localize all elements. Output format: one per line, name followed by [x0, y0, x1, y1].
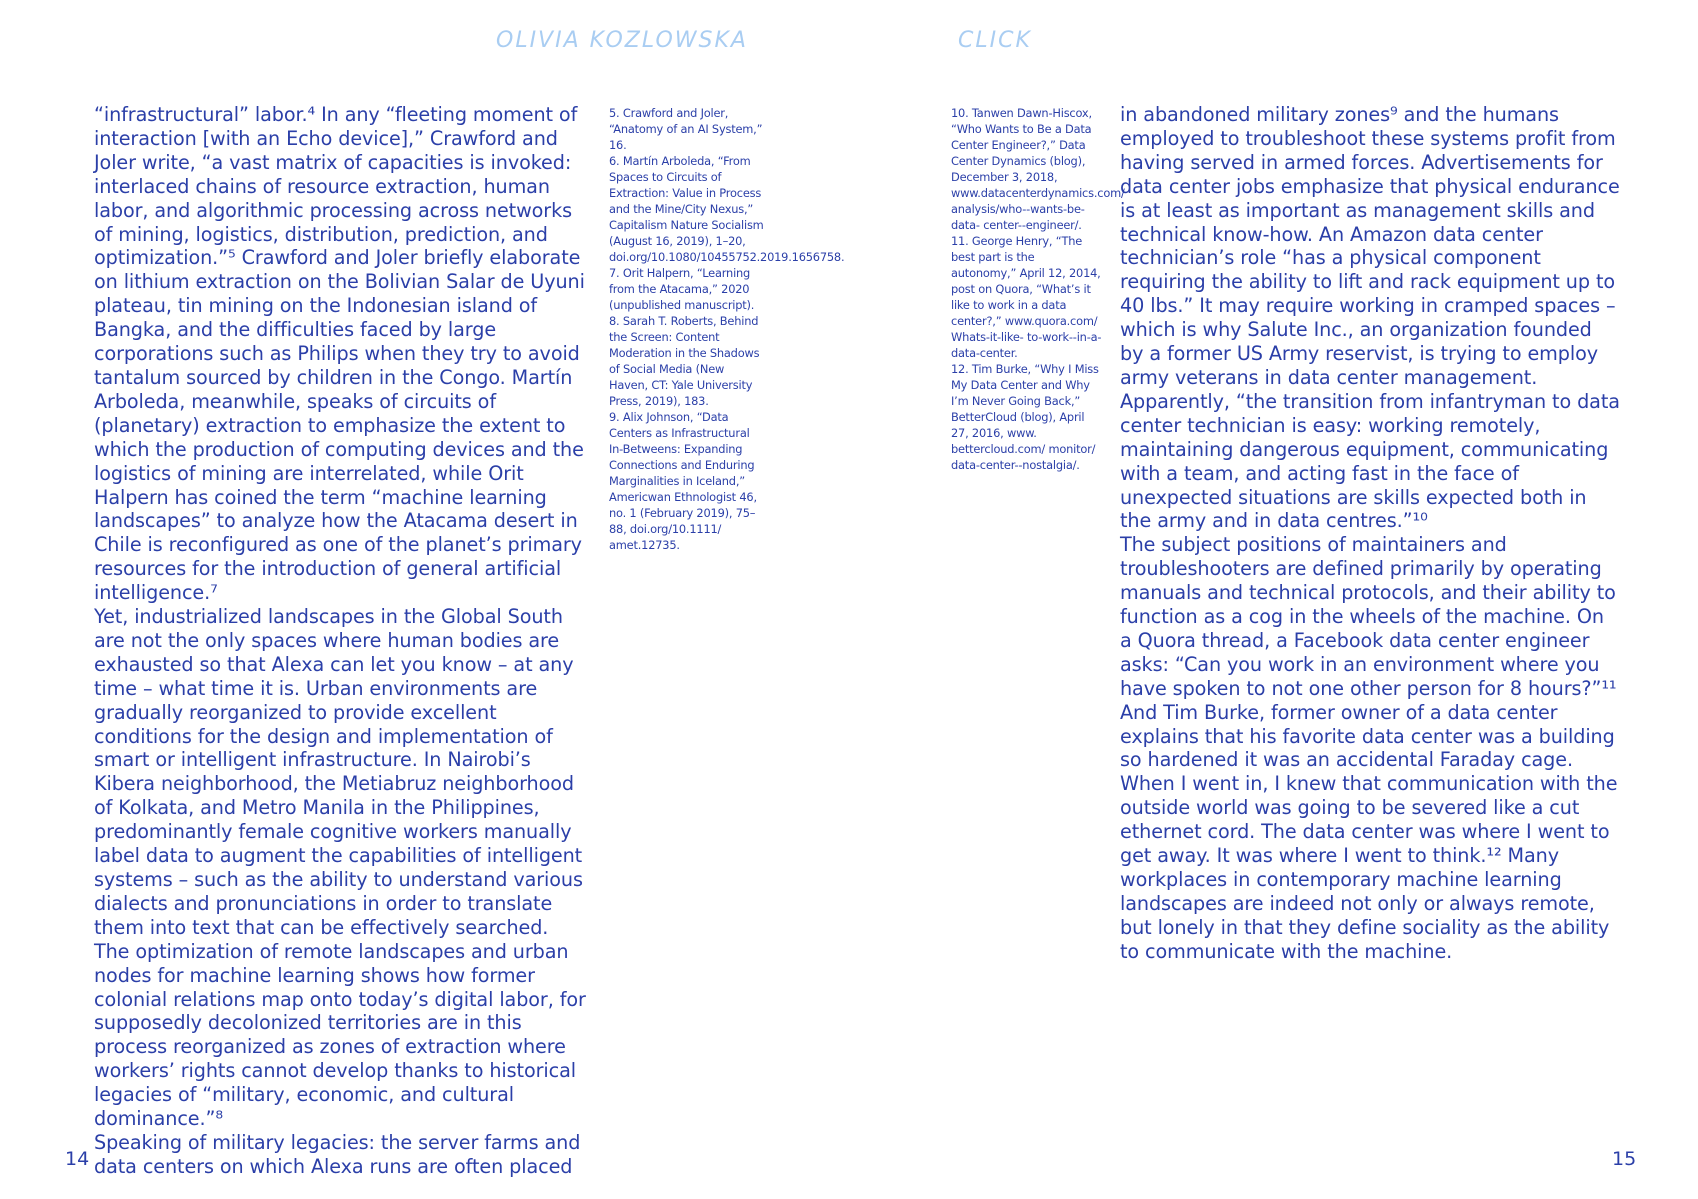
footnote: 7. Orit Halpern, “Learning from the Atacama,” 2020 (unpublished manuscript). — [609, 266, 755, 312]
left-page-footnotes — [609, 105, 845, 553]
right-page-body — [1120, 103, 1620, 964]
body-paragraph: in abandoned military zones⁹ and the humans employed to troubleshoot these systems profit from having served in armed forces. Advertisements for data center jobs emphasize that physical endurance is at least as important as management skills and technical know-how. An Amazon data center technician’s role “has a physical component requiring the ability to lift and rack equipment up to 40 lbs.” It may require working in cramped spaces – which is why Salute Inc., an organization founded by a former US Army reservist, is trying to employ army veterans in data center management. Apparently, “the transition from infantryman to data center technician is easy: working remotely, maintaining dangerous equipment, communicating with a team, and acting fast in the face of unexpected situations are skills expected both in the army and in data centres.”¹⁰ — [1120, 103, 1620, 533]
body-paragraph: The subject positions of maintainers and troubleshooters are defined primarily by operating manuals and technical protocols, and their ability to function as a cog in the wheels of the machine. On a Quora thread, a Facebook data center engineer asks: “Can you work in an environment where you have spoken to not one other person for 8 hours?”¹¹ And Tim Burke, former owner of a data center explains that his favorite data center was a building so hardened it was an accidental Faraday cage. When I went in, I knew that communication with the outside world was going to be severed like a cut ethernet cord. The data center was where I went to get away. It was where I went to think.¹² Many workplaces in contemporary machine learning landscapes are indeed not only or always remote, but lonely in that they define sociality as the ability to communicate with the machine. — [1120, 533, 1618, 963]
running-header-title: CLICK — [958, 28, 1032, 53]
footnote: 8. Sarah T. Roberts, Behind the Screen: Content Moderation in the Shadows of Social Media (New Haven, CT: Yale University Press, 2019), 183. — [609, 314, 760, 408]
body-paragraph: Yet, industrialized landscapes in the Global South are not the only spaces where human bodies are exhausted so that Alexa can let you know – at any time – what time it is. Urban environments are gradually reorganized to provide excellent conditions for the design and implementation of smart or intelligent infrastructure. In Nairobi’s Kibera neighborhood, the Metiabruz neighborhood of Kolkata, and Metro Manila in the Philippines, predominantly female cognitive workers manually label data to augment the capabilities of intelligent systems – such as the ability to understand various dialects and pronunciations in order to translate them into text that can be effectively searched. — [94, 605, 583, 939]
page-number-right: 15 — [1612, 1148, 1637, 1170]
right-page-footnotes — [951, 105, 1125, 473]
footnote: 6. Martín Arboleda, “From Spaces to Circuits of Extraction: Value in Process and the Mine/City Nexus,” Capitalism Nature Socialism (August 16, 2019), 1–20, doi.org/10.1080/10455752.2019.1656758. — [609, 154, 845, 264]
body-paragraph: The optimization of remote landscapes and urban nodes for machine learning shows how former colonial relations map onto today’s digital labor, for supposedly decolonized territories are in this process reorganized as zones of extraction where workers’ rights cannot develop thanks to historical legacies of “military, economic, and cultural dominance.”⁸ — [94, 939, 586, 1131]
footnote: 9. Alix Johnson, “Data Centers as Infrastructural In-Betweens: Expanding Connections and Enduring Marginalities in Iceland,” Americwan Ethnologist 46, no. 1 (February 2019), 75–88, doi.org/10.1111/ amet.12735. — [609, 410, 757, 552]
running-header-author: OLIVIA KOZLOWSKA — [496, 28, 748, 53]
footnote: 12. Tim Burke, “Why I Miss My Data Center and Why I’m Never Going Back,” BetterCloud (blog), April 27, 2016, www. bettercloud.com/ monitor/ data-center--nostalgia/. — [951, 362, 1099, 472]
footnote: 5. Crawford and Joler, “Anatomy of an AI System,” 16. — [609, 106, 763, 152]
body-paragraph: Speaking of military legacies: the server farms and data centers on which Alexa runs are often placed — [94, 1130, 581, 1178]
left-page-body — [94, 103, 594, 1179]
footnote: 10. Tanwen Dawn-Hiscox, “Who Wants to Be a Data Center Engineer?,” Data Center Dynamics (blog), December 3, 2018, www.datacenterdynamics.com/ analysis/who--wants-be-data- center--engineer/. — [951, 106, 1125, 232]
page-number-left: 14 — [65, 1148, 90, 1170]
body-paragraph: “infrastructural” labor.⁴ In any “fleeting moment of interaction [with an Echo device],” Crawford and Joler write, “a vast matrix of capacities is invoked: interlaced chains of resource extraction, human labor, and algorithmic processing across networks of mining, logistics, distribution, prediction, and optimization.”⁵ Crawford and Joler briefly elaborate on lithium extraction on the Bolivian Salar de Uyuni plateau, tin mining on the Indonesian island of Bangka, and the difficulties faced by large corporations such as Philips when they try to avoid tantalum sourced by children in the Congo. Martín Arboleda, meanwhile, speaks of circuits of (planetary) extraction to emphasize the extent to which the production of computing devices and the logistics of mining are interrelated, while Orit Halpern has coined the term “machine learning landscapes” to analyze how the Atacama desert in Chile is reconfigured as one of the planet’s primary resources for the introduction of general artificial intelligence.⁷ — [94, 103, 585, 605]
footnote: 11. George Henry, “The best part is the autonomy,” April 12, 2014, post on Quora, “What’s it like to work in a data center?,” www.quora.com/ Whats-it-like- to-work--in-a-data-center. — [951, 234, 1102, 360]
